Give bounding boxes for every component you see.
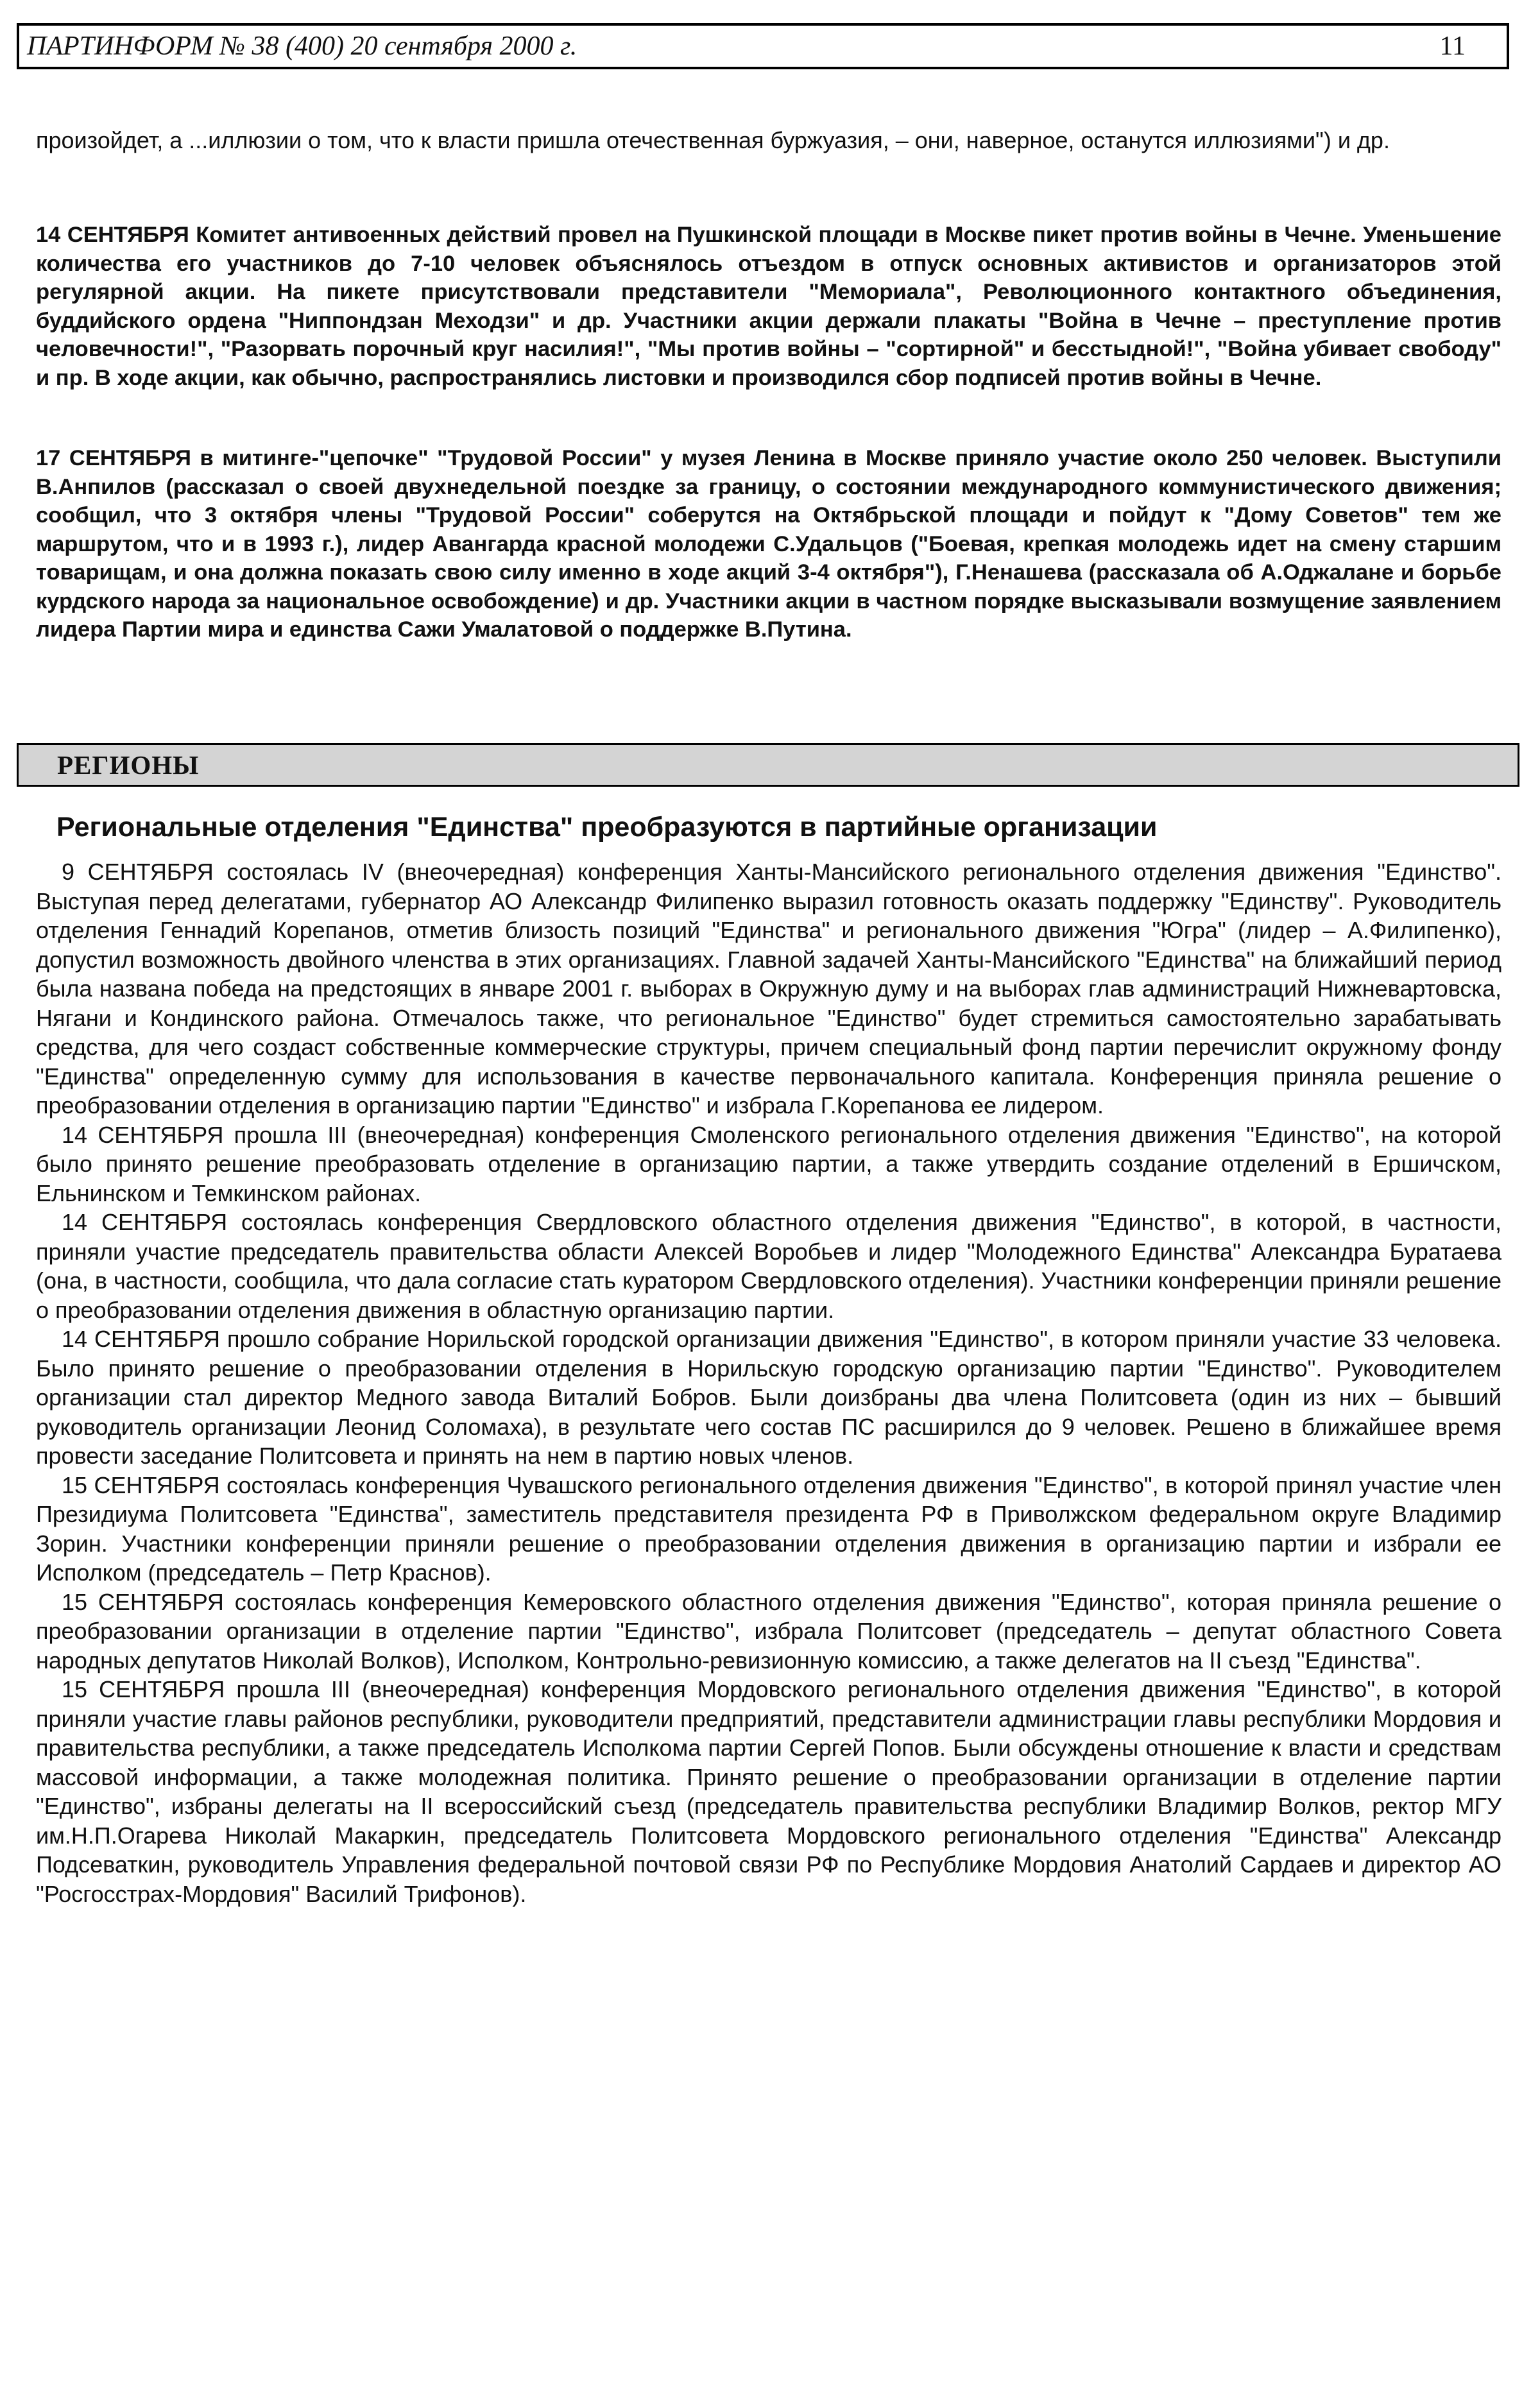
news-item-1: [36, 221, 1502, 392]
article-body: [36, 857, 1502, 1908]
section-title: РЕГИОНЫ: [57, 750, 200, 780]
article-title: Региональные отделения "Единства" преобразуются в партийные организации: [56, 812, 1158, 843]
article-paragraph: 15 СЕНТЯБРЯ прошла III (внеочередная) конференция Мордовского регионального отделения движения "Единство", в которой приняли участие главы районов республики, руководители предприятий, представители администрации главы республики Мордовия и правительства республики, а также председатель Исполкома партии Сергей Попов. Были обсуждены отношение к власти и средствам массовой информации, а также молодежная политика. Принято решение о преобразовании организации в отделение партии "Единство", избраны делегаты на II всероссийский съезд (председатель правительства республики Владимир Волков, ректор МГУ им.Н.П.Огарева Николай Макаркин, председатель Политсовета Мордовского регионального отделения "Единства" Александр Подсеваткин, руководитель Управления федеральной почтовой связи РФ по Республике Мордовия Анатолий Сардаев и директор АО "Росгосстрах-Мордовия" Василий Трифонов).: [36, 1676, 1502, 1907]
article-paragraph: 15 СЕНТЯБРЯ состоялась конференция Кемеровского областного отделения движения "Единство", которая приняла решение о преобразовании организации в отделение партии "Единство", избрала Политсовет (председатель – депутат областного Совета народных депутатов Николай Волков), Исполком, Контрольно-ревизионную комиссию, а также делегатов на II съезд "Единства".: [36, 1588, 1502, 1674]
article-paragraph: 14 СЕНТЯБРЯ прошла III (внеочередная) конференция Смоленского регионального отделения движения "Единство", на которой было принято решение преобразовать отделение в организацию партии, а также утвердить создание отделений в Ершичском, Ельнинском и Темкинском районах.: [36, 1121, 1502, 1206]
news-paragraph: 14 СЕНТЯБРЯ Комитет антивоенных действий провел на Пушкинской площади в Москве пикет против войны в Чечне. Уменьшение количества его участников до 7-10 человек объяснялось отъездом в отпуск основных активистов и организаторов этой регулярной акции. На пикете присутствовали представители "Мемориала", Революционного контактного объединения, буддийского ордена "Ниппондзан Меходзи" и др. Участники акции держали плакаты "Война в Чечне – преступление против человечности!", "Разорвать порочный круг насилия!", "Мы против войны – "сортирной" и бесстыдной!", "Война убивает свободу" и пр. В ходе акции, как обычно, распространялись листовки и производился сбор подписей против войны в Чечне.: [36, 223, 1502, 390]
section-header-regions: [17, 743, 1519, 787]
publication-title: ПАРТИНФОРМ № 38 (400) 20 сентября 2000 г.: [27, 31, 578, 61]
intro-paragraph: произойдет, а ...иллюзии о том, что к власти пришла отечественная буржуазия, – они, наверное, останутся иллюзиями") и др.: [36, 127, 1390, 153]
news-item-2: [36, 444, 1502, 644]
article-paragraph: 14 СЕНТЯБРЯ состоялась конференция Свердловского областного отделения движения "Единство", в которой, в частности, приняли участие председатель правительства области Алексей Воробьев и лидер "Молодежного Единства" Александра Буратаева (она, в частности, сообщила, что дала согласие стать куратором Свердловского отделения). Участники конференции приняли решение о преобразовании отделения движения в областную организацию партии.: [36, 1209, 1502, 1323]
page-header: [17, 23, 1509, 69]
article-paragraph: 14 СЕНТЯБРЯ прошло собрание Норильской городской организации движения "Единство", в котором приняли участие 33 человека. Было принято решение о преобразовании отделения в Норильскую городскую организацию партии "Единство". Руководителем организации стал директор Медного завода Виталий Бобров. Были доизбраны два члена Политсовета (один из них – бывший руководитель организации Леонид Соломаха), в результате чего состав ПС расширился до 9 человек. Решено в ближайшее время провести заседание Политсовета и принять на нем в партию новых членов.: [36, 1326, 1502, 1469]
article-paragraph: 15 СЕНТЯБРЯ состоялась конференция Чувашского регионального отделения движения "Единство", в которой принял участие член Президиума Политсовета "Единства", заместитель представителя президента РФ в Приволжском федеральном округе Владимир Зорин. Участники конференции приняли решение о преобразовании отделения движения в организацию партии и избрали ее Исполком (председатель – Петр Краснов).: [36, 1471, 1502, 1586]
article-paragraph: 9 СЕНТЯБРЯ состоялась IV (внеочередная) конференция Ханты-Мансийского регионального отделения движения "Единство". Выступая перед делегатами, губернатор АО Александр Филипенко выразил готовность оказать поддержку "Единству". Руководитель отделения Геннадий Корепанов, отметив близость позиций "Единства" и регионального движения "Югра" (лидер – А.Филипенко), допустил возможность двойного членства в этих организациях. Главной задачей Ханты-Мансийского "Единства" на ближайший период была названа победа на предстоящих в январе 2001 г. выборах в Окружную думу и на выборах глав администраций Нижневартовска, Нягани и Кондинского района. Отмечалось также, что региональное "Единство" будет стремиться самостоятельно зарабатывать средства, для чего создаст собственные коммерческие структуры, причем специальный фонд партии перечислит окружному фонду "Единства" определенную сумму для использования в качестве первоначального капитала. Конференция приняла решение о преобразовании отделения в организацию партии "Единство" и избрала Г.Корепанова ее лидером.: [36, 859, 1502, 1118]
page-number: 11: [1439, 31, 1466, 61]
news-paragraph: 17 СЕНТЯБРЯ в митинге-"цепочке" "Трудовой России" у музея Ленина в Москве приняло участие около 250 человек. Выступили В.Анпилов (рассказал о своей двухнедельной поездке за границу, о состоянии международного коммунистического движения; сообщил, что 3 октября члены "Трудовой России" соберутся на Октябрьской площади и пойдут к "Дому Советов" тем же маршрутом, что и в 1993 г.), лидер Авангарда красной молодежи С.Удальцов ("Боевая, крепкая молодежь идет на смену старшим товарищам, и она должна показать свою силу именно в ходе акций 3-4 октября"), Г.Ненашева (рассказала об А.Оджалане и борьбе курдского народа за национальное освобождение) и др. Участники акции в частном порядке высказывали возмущение заявлением лидера Партии мира и единства Сажи Умалатовой о поддержке В.Путина.: [36, 446, 1502, 642]
intro-block: [36, 126, 1502, 155]
